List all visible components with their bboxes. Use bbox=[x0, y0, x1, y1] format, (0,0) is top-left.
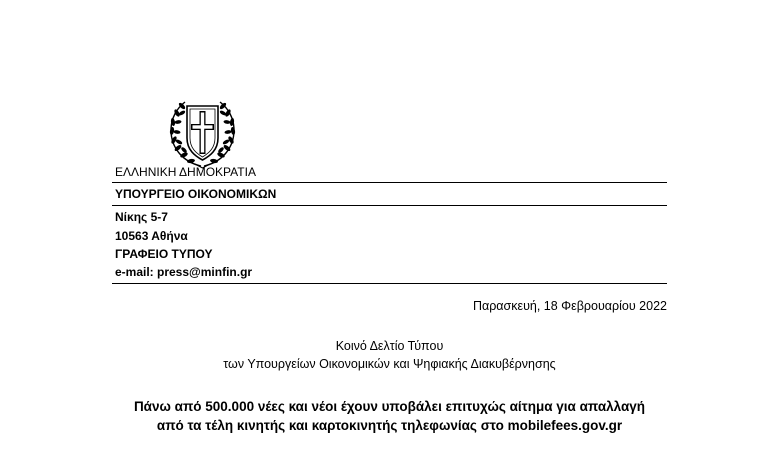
address-city: 10563 Αθήνα bbox=[115, 229, 188, 243]
greek-coat-of-arms-icon bbox=[165, 96, 240, 170]
contact-divider bbox=[112, 283, 667, 284]
header-divider-bottom bbox=[112, 205, 667, 206]
press-office: ΓΡΑΦΕΙΟ ΤΥΠΟΥ bbox=[115, 247, 213, 261]
header-divider-top bbox=[112, 182, 667, 183]
contact-email: e-mail: press@minfin.gr bbox=[115, 265, 253, 279]
release-ministries: των Υπουργείων Οικονομικών και Ψηφιακής Διακυβέρνησης bbox=[223, 357, 556, 371]
address-street: Νίκης 5-7 bbox=[115, 210, 168, 224]
release-date: Παρασκευή, 18 Φεβρουαρίου 2022 bbox=[472, 299, 667, 313]
release-type: Κοινό Δελτίο Τύπου bbox=[335, 339, 444, 353]
republic-name: ΕΛΛΗΝΙΚΗ ΔΗΜΟΚΡΑΤΙΑ bbox=[115, 165, 256, 179]
headline-line-1: Πάνω από 500.000 νέες και νέοι έχουν υποβάλει επιτυχώς αίτημα για απαλλαγή bbox=[133, 399, 646, 414]
ministry-name: ΥΠΟΥΡΓΕΙΟ ΟΙΚΟΝΟΜΙΚΩΝ bbox=[115, 187, 277, 201]
headline-line-2: από τα τέλη κινητής και καρτοκινητής τηλεφωνίας στο mobilefees.gov.gr bbox=[156, 418, 623, 433]
